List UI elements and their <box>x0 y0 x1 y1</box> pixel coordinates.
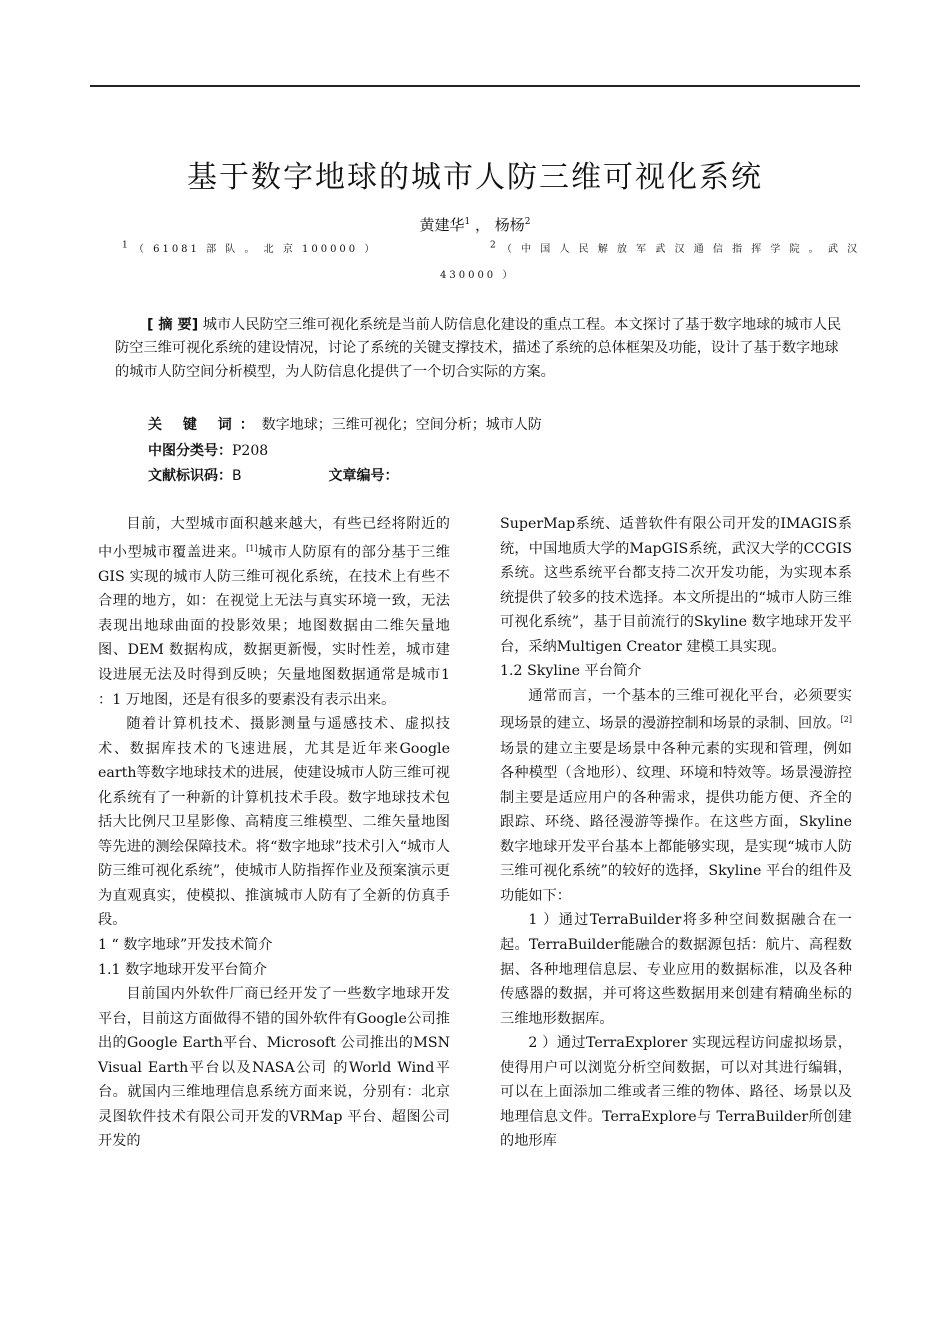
paragraph <box>500 908 852 1031</box>
author-2: 杨杨 <box>494 216 525 234</box>
author-1: 黄建华 <box>419 216 465 234</box>
keywords-line <box>148 414 542 434</box>
author-separator: ， <box>474 216 490 234</box>
paragraph <box>98 933 450 958</box>
paragraph-text: 随着计算机技术、摄影测量与遥感技术、虚拟技术、数据库技术的飞速进展，尤其是近年来Google earth等数字地球技术的进展，使建设城市人防三维可视化系统有了一种新的计算机技术手段。数字地球技术包括大比例尺卫星影像、高精度三维模型、二维矢量地图等先进的测绘保障技术。将“数字地球”技术引入“城市人防三维可视化系统”，使城市人防指挥作业及预案演示更为直观真实，使模拟、推演城市人防有了全新的仿真手段。 <box>98 716 450 929</box>
body-column-right <box>500 512 852 1154</box>
paragraph-text: 目前，大型城市面积越来越大，有些已经将附近的中小型城市覆盖进来。 <box>98 516 450 561</box>
abstract-text: 城市人民防空三维可视化系统是当前人防信息化建设的重点工程。本文探讨了基于数字地球的城市人民防空三维可视化系统的建设情况，讨论了系统的关键支撑技术，描述了系统的总体框架及功能，设计了基于数字地球的城市人防空间分析模型，为人防信息化提供了一个切合实际的方案。 <box>115 317 842 380</box>
paragraph-text: 目前国内外软件厂商已经开发了一些数字地球开发平台，目前这方面做得不错的国外软件有Google公司推出的Google Earth平台、Microsoft 公司推出的MSN Visual Earth平台以及NASA公司 的World Wind平台。就国内三维地理信息系统方面来说，分别有：北京灵图软件技术有限公司开发的VRMap 平台、超图公司开发的 <box>98 986 450 1150</box>
paragraph <box>500 1031 852 1154</box>
paragraph <box>98 982 450 1154</box>
doc-code-line <box>148 465 399 485</box>
abstract-label: [ 摘 要] <box>147 317 199 333</box>
keywords-label: 关 键 词： <box>148 417 262 433</box>
affiliation-1-sup: 1 <box>122 240 128 251</box>
classification-value: P208 <box>232 443 269 459</box>
paragraph <box>500 659 852 684</box>
article-no-label: 文章编号： <box>328 468 399 484</box>
author-1-sup: 1 <box>464 217 471 227</box>
paper-title: 基于数字地球的城市人防三维可视化系统 <box>187 160 763 195</box>
affiliation-2-text: （ 中 国 人 民 解 放 军 武 汉 通 信 指 挥 学 院 。 武 汉 <box>501 244 861 255</box>
doc-code-value: B <box>232 468 242 484</box>
paragraph <box>500 684 852 909</box>
paragraph <box>500 512 852 659</box>
header-rule <box>90 85 860 87</box>
author-line <box>0 214 950 235</box>
keywords-value: 数字地球；三维可视化；空间分析；城市人防 <box>261 417 542 433</box>
paragraph-text: 通常而言，一个基本的三维可视化平台，必须要实现场景的建立、场景的漫游控制和场景的录制、回放。 <box>500 687 852 733</box>
citation-ref: [1] <box>246 543 258 553</box>
paragraph <box>98 512 450 712</box>
affiliation-2 <box>490 240 860 255</box>
paragraph-text-continued: 场景的建立主要是场景中各种元素的实现和管理，例如各种模型（含地形）、纹理、环境和特效等。场景漫游控制主要是适应用户的各种需求，提供功能方便、齐全的跟踪、环绕、路径漫游等操作。在这些方面，Skyline 数字地球开发平台基本上都能够实现，是实现“城市人防三维可视化系统”的较好的选择，Skyline 平台的组件及功能如下： <box>500 740 852 904</box>
paragraph-text: 1.2 Skyline 平台简介 <box>500 663 642 680</box>
affiliation-2-sup: 2 <box>490 240 496 251</box>
doc-code-label: 文献标识码： <box>148 468 232 484</box>
abstract <box>115 314 843 384</box>
affiliation-1 <box>122 240 377 255</box>
paragraph-text-continued: 城市人防原有的部分基于三维GIS 实现的城市人防三维可视化系统，在技术上有些不合理的地方，如：在视觉上无法与真实环境一致，无法表现出地球曲面的投影效果；地图数据由二维矢量地图、DEM 数据构成，数据更新慢，实时性差，城市建设进展无法及时得到反映；矢量地图数据通常是城市1 ：1 万地图，还是有很多的要素没有表示出来。 <box>98 544 450 708</box>
classification-line <box>148 440 268 460</box>
paragraph-text: SuperMap系统、适普软件有限公司开发的IMAGIS系统，中国地质大学的MapGIS系统，武汉大学的CCGIS 系统。这些系统平台都支持二次开发功能，为实现本系统提供了较多的技术选择。本文所提出的“城市人防三维可视化系统”，基于目前流行的Skyline 数字地球开发平台，采纳Multigen Creator 建模工具实现。 <box>500 516 852 655</box>
classification-label: 中图分类号： <box>148 443 232 459</box>
paragraph-text: 1 “ 数字地球”开发技术简介 <box>98 937 273 954</box>
affiliation-2-continued: 430000 ） <box>440 270 516 281</box>
paragraph-text: 1 ）通过TerraBuilder将多种空间数据融合在一起。TerraBuilder能融合的数据源包括：航片、高程数据、各种地理信息层、专业应用的数据标准，以及各种传感器的数据，并可将这些数据用来创建有精确坐标的三维地形数据库。 <box>500 912 852 1027</box>
paragraph-text: 2 ）通过TerraExplorer 实现远程访问虚拟场景，使得用户可以浏览分析空间数据，可以对其进行编辑，可以在上面添加二维或者三维的物体、路径、场景以及地理信息文件。TerraExplore与 TerraBuilder所创建的地形库 <box>500 1035 852 1150</box>
affiliation-1-text: （ 61081 部 队 。 北 京 100000 ） <box>133 244 378 255</box>
citation-ref: [2] <box>840 715 852 725</box>
paragraph <box>98 958 450 983</box>
paragraph-text: 1.1 数字地球开发平台简介 <box>98 961 267 978</box>
author-2-sup: 2 <box>524 217 531 227</box>
paragraph <box>98 712 450 933</box>
body-column-left <box>98 512 450 1154</box>
